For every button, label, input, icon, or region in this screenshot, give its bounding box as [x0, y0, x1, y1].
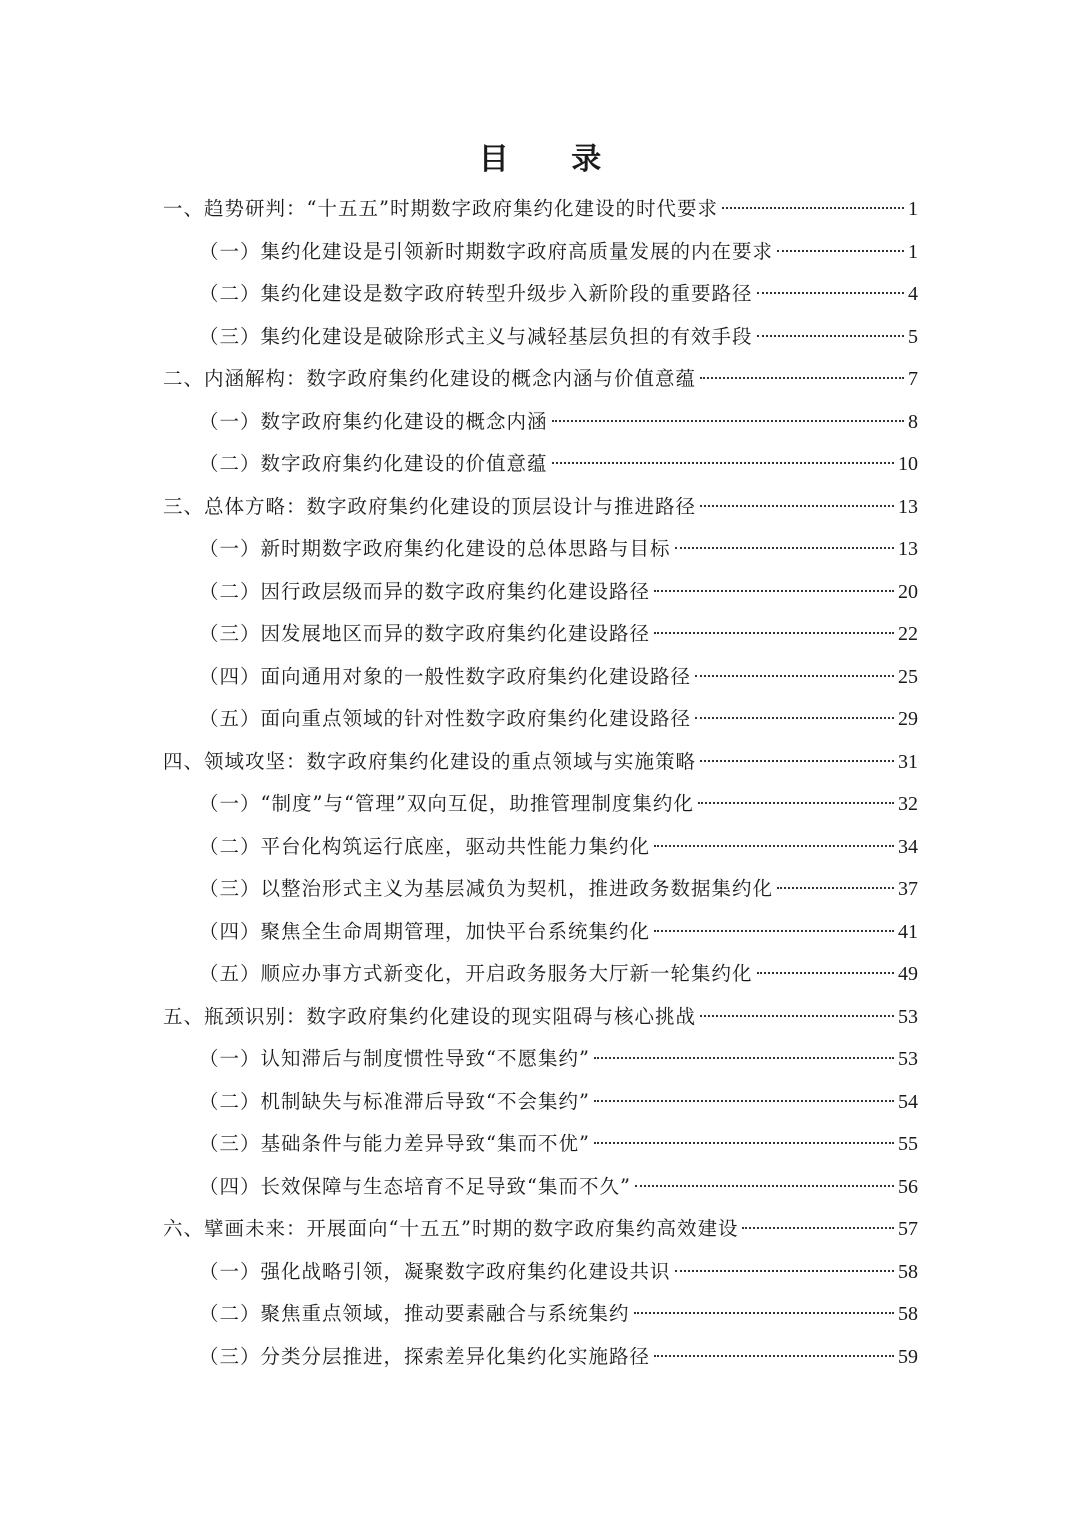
entry-label: （一）“制度”与“管理”双向互促，助推管理制度集约化	[199, 792, 694, 815]
toc-section-entry[interactable]	[163, 1038, 918, 1081]
dot-leader	[700, 760, 894, 762]
dot-leader	[742, 1227, 894, 1229]
entry-label: （二）集约化建设是数字政府转型升级步入新阶段的重要路径	[199, 282, 753, 305]
table-of-contents	[163, 188, 918, 1378]
toc-section-entry[interactable]	[163, 868, 918, 911]
page-number: 29	[898, 708, 918, 730]
dot-leader	[594, 1057, 894, 1059]
dot-leader	[695, 717, 894, 719]
entry-label: （一）认知滞后与制度惯性导致“不愿集约”	[199, 1047, 590, 1070]
dot-leader	[700, 377, 904, 379]
entry-label: （三）分类分层推进，探索差异化集约化实施路径	[199, 1344, 651, 1368]
dot-leader	[698, 802, 894, 804]
page-number: 58	[898, 1303, 918, 1325]
entry-label: （三）因发展地区而异的数字政府集约化建设路径	[199, 622, 651, 645]
toc-section-entry[interactable]	[163, 1251, 918, 1294]
toc-section-entry[interactable]	[163, 273, 918, 316]
dot-leader	[654, 632, 894, 634]
dot-leader	[654, 930, 894, 932]
entry-label: （一）强化战略引领，凝聚数字政府集约化建设共识	[199, 1259, 671, 1283]
page-number: 22	[898, 623, 918, 645]
dot-leader	[757, 292, 904, 294]
page-number: 8	[908, 410, 918, 433]
toc-section-entry[interactable]	[163, 528, 918, 571]
entry-label: （五）面向重点领域的针对性数字政府集约化建设路径	[199, 707, 692, 730]
toc-chapter-entry[interactable]	[163, 1208, 918, 1251]
page-number: 59	[898, 1345, 918, 1368]
toc-section-entry[interactable]	[163, 698, 918, 741]
toc-section-entry[interactable]	[163, 1293, 918, 1336]
entry-label: （一）新时期数字政府集约化建设的总体思路与目标	[199, 537, 671, 560]
page-number: 55	[898, 1133, 918, 1155]
dot-leader	[700, 505, 894, 507]
dot-leader	[635, 1185, 894, 1187]
toc-section-entry[interactable]	[163, 613, 918, 656]
page-number: 5	[908, 325, 918, 348]
page-number: 57	[898, 1218, 918, 1240]
entry-label: （四）聚焦全生命周期管理，加快平台系统集约化	[199, 919, 651, 943]
dot-leader	[675, 1270, 894, 1272]
toc-chapter-entry[interactable]	[163, 741, 918, 784]
entry-label: （二）数字政府集约化建设的价值意蕴	[199, 452, 548, 475]
entry-label: （二）聚焦重点领域，推动要素融合与系统集约	[199, 1302, 630, 1325]
toc-section-entry[interactable]	[163, 826, 918, 869]
entry-label: 五、瓶颈识别：数字政府集约化建设的现实阻碍与核心挑战	[163, 1004, 697, 1028]
page-number: 31	[898, 750, 918, 773]
dot-leader	[654, 845, 894, 847]
dot-leader	[722, 207, 904, 209]
entry-label: 二、内涵解构：数字政府集约化建设的概念内涵与价值意蕴	[163, 367, 697, 390]
dot-leader	[552, 420, 904, 422]
dot-leader	[700, 1015, 894, 1017]
dot-leader	[552, 462, 894, 464]
dot-leader	[594, 1100, 894, 1102]
entry-label: （三）以整治形式主义为基层减负为契机，推进政务数据集约化	[199, 877, 774, 900]
entry-label: （一）数字政府集约化建设的概念内涵	[199, 409, 548, 433]
toc-section-entry[interactable]	[163, 783, 918, 826]
entry-label: （五）顺应办事方式新变化，开启政务服务大厅新一轮集约化	[199, 962, 753, 985]
toc-section-entry[interactable]	[163, 953, 918, 996]
page-title: 目 录	[478, 142, 628, 177]
entry-label: （二）因行政层级而异的数字政府集约化建设路径	[199, 579, 651, 603]
entry-label: 三、总体方略：数字政府集约化建设的顶层设计与推进路径	[163, 494, 697, 518]
toc-section-entry[interactable]	[163, 911, 918, 954]
entry-label: （二）机制缺失与标准滞后导致“不会集约”	[199, 1089, 590, 1113]
dot-leader	[757, 335, 904, 337]
dot-leader	[654, 590, 894, 592]
toc-chapter-entry[interactable]	[163, 996, 918, 1039]
dot-leader	[777, 887, 894, 889]
toc-section-entry[interactable]	[163, 1166, 918, 1209]
page-number: 53	[898, 1005, 918, 1028]
toc-section-entry[interactable]	[163, 1081, 918, 1124]
toc-chapter-entry[interactable]	[163, 486, 918, 529]
entry-label: （三）集约化建设是破除形式主义与减轻基层负担的有效手段	[199, 324, 753, 348]
page-number: 34	[898, 835, 918, 858]
toc-section-entry[interactable]	[163, 316, 918, 359]
page-number: 25	[898, 665, 918, 688]
dot-leader	[675, 547, 894, 549]
page-number: 53	[898, 1048, 918, 1070]
dot-leader	[634, 1312, 894, 1314]
toc-section-entry[interactable]	[163, 231, 918, 274]
page-number: 54	[898, 1090, 918, 1113]
entry-label: （四）面向通用对象的一般性数字政府集约化建设路径	[199, 664, 692, 688]
entry-label: （三）基础条件与能力差异导致“集而不优”	[199, 1132, 590, 1155]
page-number: 49	[898, 963, 918, 985]
page-number: 58	[898, 1260, 918, 1283]
toc-section-entry[interactable]	[163, 1336, 918, 1379]
page-number: 1	[908, 240, 918, 263]
page-number: 32	[898, 793, 918, 815]
dot-leader	[757, 972, 894, 974]
toc-section-entry[interactable]	[163, 571, 918, 614]
toc-section-entry[interactable]	[163, 401, 918, 444]
page-number: 4	[908, 283, 918, 305]
dot-leader	[777, 250, 904, 252]
toc-section-entry[interactable]	[163, 443, 918, 486]
entry-label: （二）平台化构筑运行底座，驱动共性能力集约化	[199, 834, 651, 858]
toc-chapter-entry[interactable]	[163, 358, 918, 401]
toc-section-entry[interactable]	[163, 1123, 918, 1166]
page-number: 20	[898, 580, 918, 603]
page-number: 10	[898, 453, 918, 475]
dot-leader	[654, 1355, 894, 1357]
page-number: 56	[898, 1175, 918, 1198]
entry-label: （四）长效保障与生态培育不足导致“集而不久”	[199, 1174, 631, 1198]
page-number: 41	[898, 920, 918, 943]
page-number: 13	[898, 495, 918, 518]
page-number: 37	[898, 878, 918, 900]
dot-leader	[594, 1142, 894, 1144]
page-number: 7	[908, 368, 918, 390]
entry-label: 四、领域攻坚：数字政府集约化建设的重点领域与实施策略	[163, 749, 697, 773]
entry-label: （一）集约化建设是引领新时期数字政府高质量发展的内在要求	[199, 239, 774, 263]
page-number: 1	[908, 198, 918, 220]
entry-label: 一、趋势研判：“十五五”时期数字政府集约化建设的时代要求	[163, 197, 718, 220]
toc-chapter-entry[interactable]	[163, 188, 918, 231]
toc-section-entry[interactable]	[163, 656, 918, 699]
dot-leader	[695, 675, 894, 677]
entry-label: 六、擘画未来：开展面向“十五五”时期的数字政府集约高效建设	[163, 1217, 739, 1240]
page-number: 13	[898, 538, 918, 560]
